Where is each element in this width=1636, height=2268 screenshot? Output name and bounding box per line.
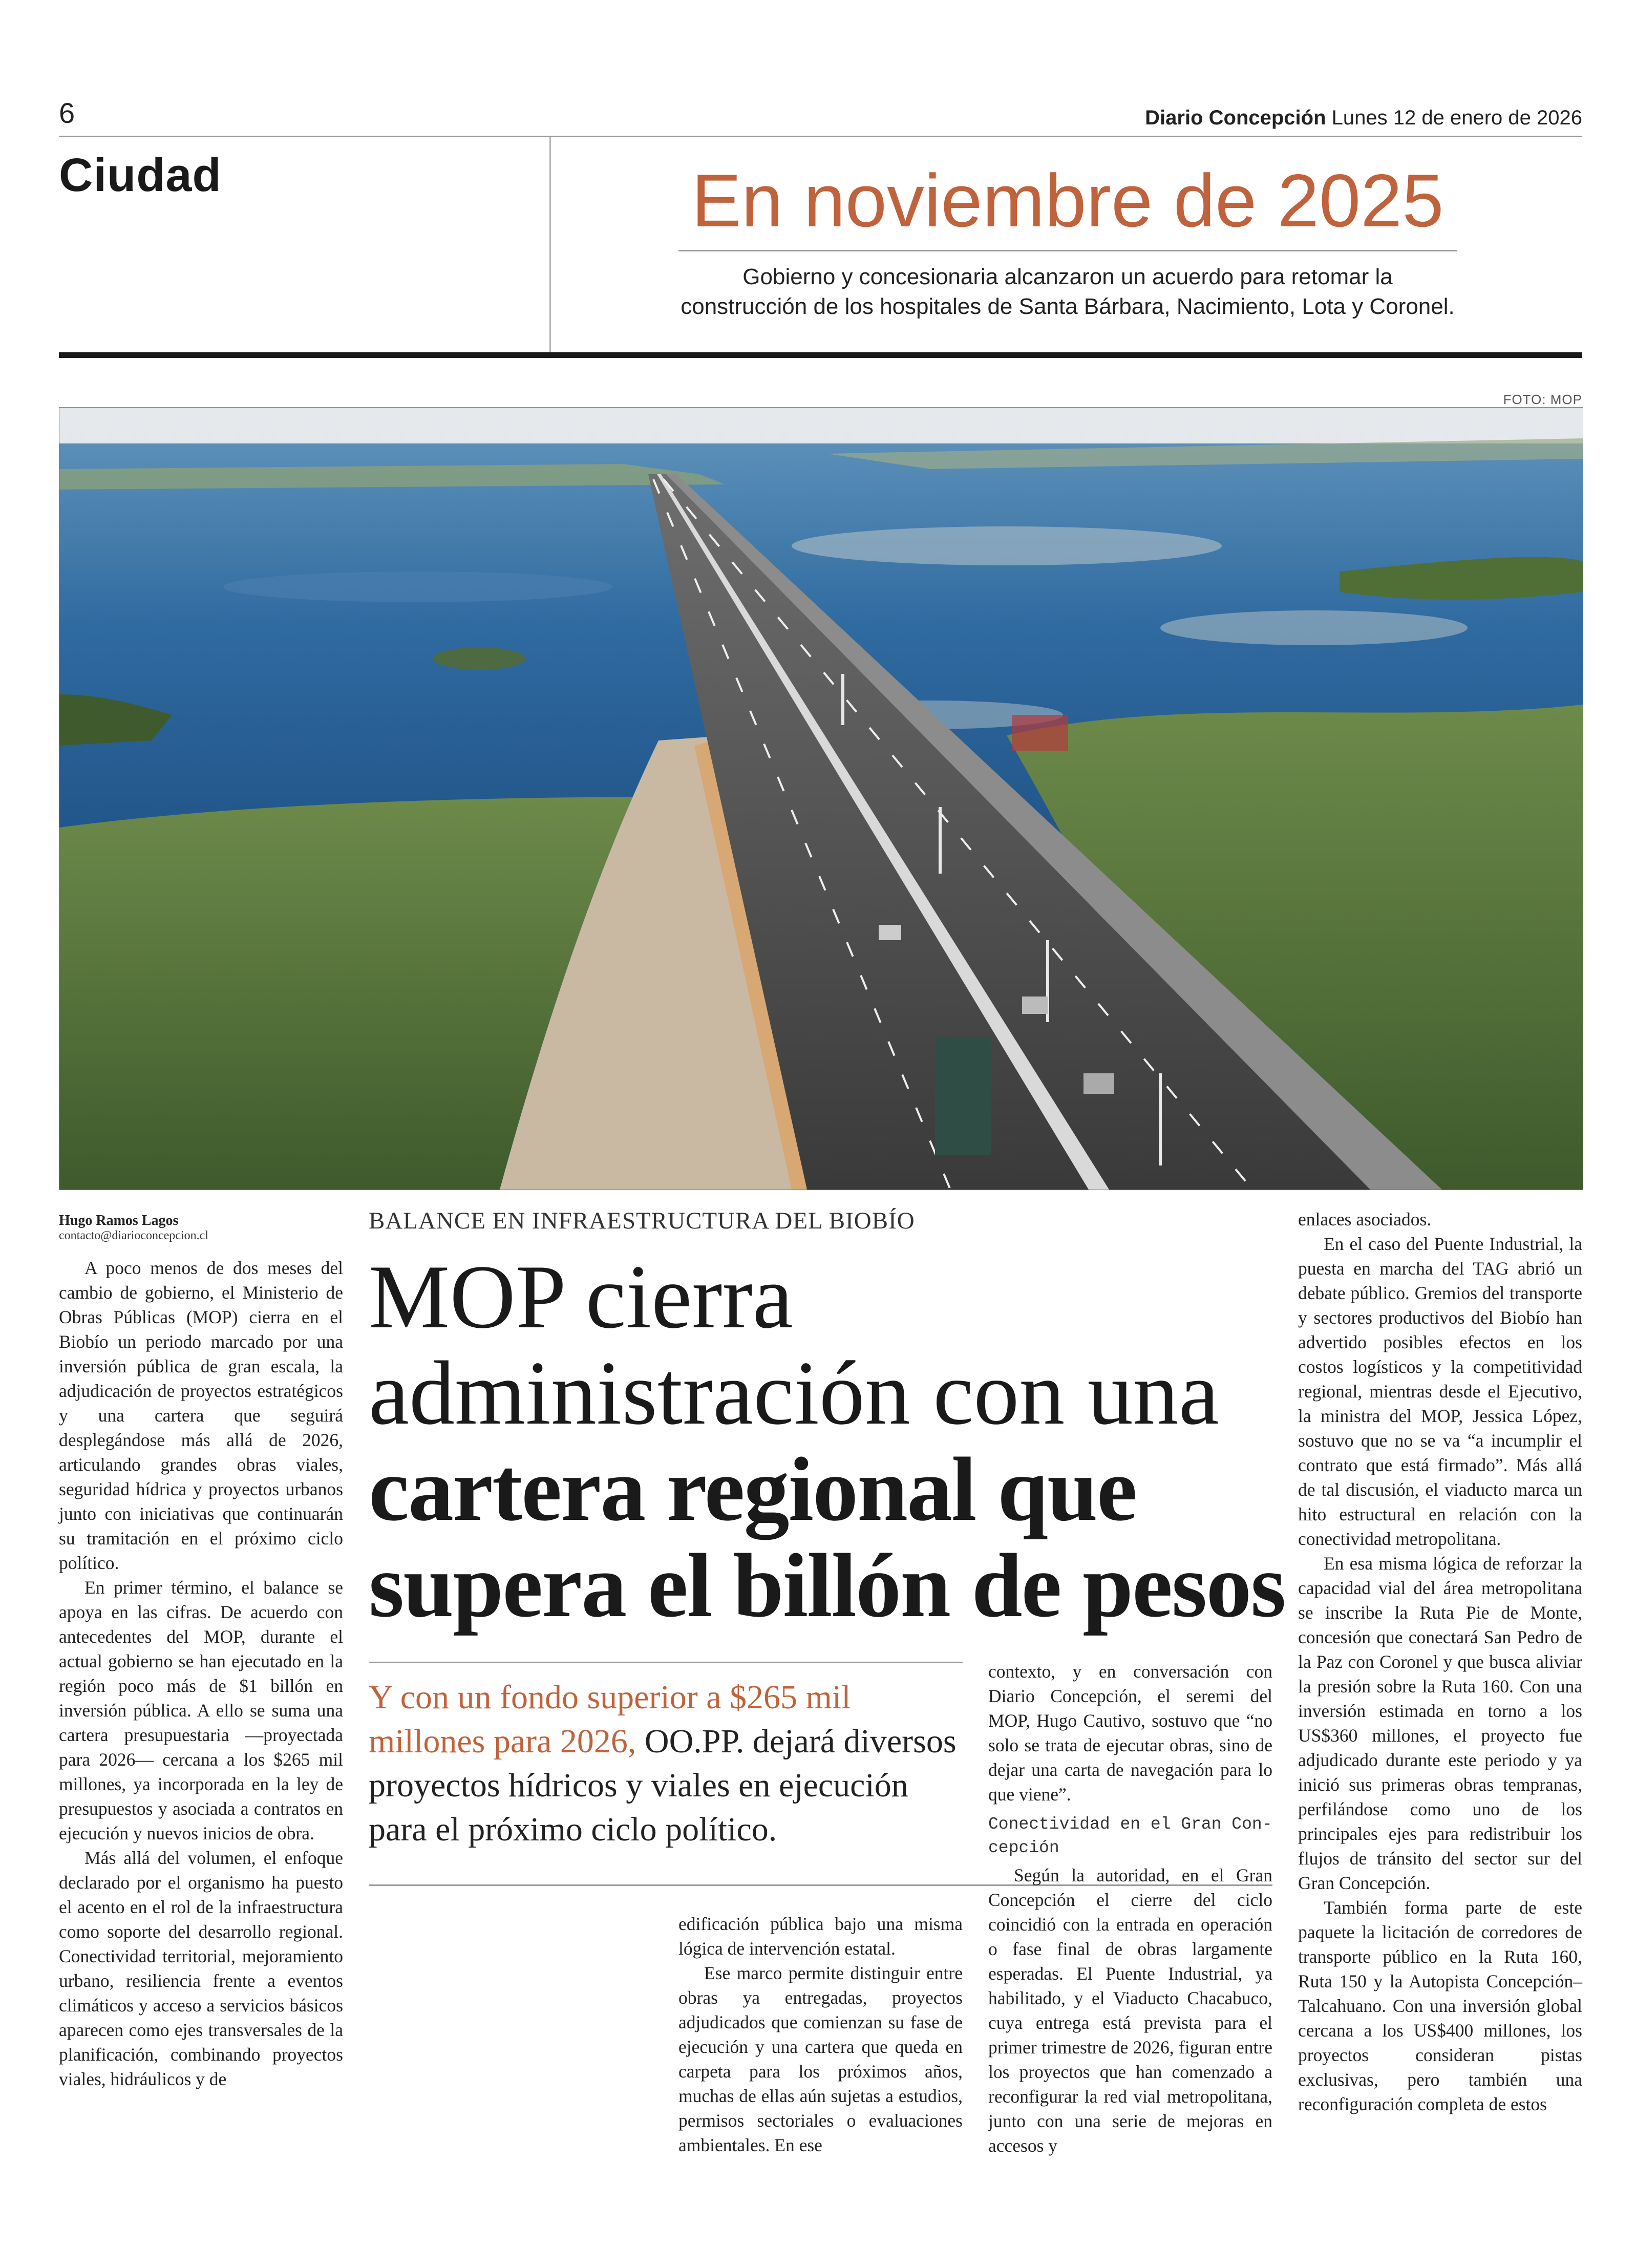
topline-title: En noviembre de 2025 bbox=[691, 159, 1444, 242]
topline-rule bbox=[678, 250, 1457, 251]
headline-line: supera el billón de pesos bbox=[369, 1535, 1285, 1636]
paragraph: A poco menos de dos meses del cambio de gobierno, el Ministerio de Obras Públicas (MOP) cierra en el Biobío un periodo marcado por una inversión pública de gran escala, la adjudicación de proyectos estratégicos y una cartera que seguirá desplegándose más allá de 2026, articulando grandes obras viales, seguridad hídrica y proyectos urbanos junto con iniciativas que continuarán su tramitación en el próximo ciclo político. bbox=[59, 1258, 343, 1573]
header-divider bbox=[549, 137, 551, 352]
water-shade bbox=[223, 571, 612, 602]
truck bbox=[935, 1037, 991, 1155]
bridge-photo bbox=[59, 407, 1583, 1190]
paragraph: Según la autoridad, en el Gran Concepción el cierre del ciclo coincidió con la entrada en operación o fase final de obras largamente esperadas. El Puente Industrial, ya habilitado, y el Viaducto Chacabuco, cuya entrega está prevista para el primer trimestre de 2026, figuran entre los proyectos que han comenzado a reconfigurar la red vial metropolitana, junto con una serie de mejoras en accesos y bbox=[988, 1865, 1272, 2156]
car bbox=[879, 925, 901, 940]
author-name: Hugo Ramos Lagos bbox=[59, 1213, 179, 1228]
topline-subtitle-line2: construcción de los hospitales de Santa Bárbara, Nacimiento, Lota y Coronel. bbox=[681, 294, 1455, 319]
islet bbox=[433, 647, 525, 670]
deck-accent: Y con un fondo superior a $265 mil millones para 2026, bbox=[369, 1679, 851, 1760]
page-number: 6 bbox=[59, 97, 75, 129]
paragraph: edificación pública bajo una misma lógica de intervención estatal. bbox=[678, 1914, 963, 1959]
article-column-1 bbox=[59, 1256, 343, 2091]
sandbar bbox=[792, 526, 1222, 565]
deck-text: OO.PP. dejará diversos proyectos hídricos y viales en ejecución para el próximo ciclo político. bbox=[369, 1723, 957, 1848]
headline-line: cartera regional que bbox=[369, 1438, 1136, 1540]
paragraph: Ese marco permite distinguir entre obras ya entregadas, proyectos adjudicados que comienzan su fase de ejecución y una cartera que queda en carpeta para los próximos años, muchas de ellas aún sujetas a estudios, permisos sectoriales o evaluaciones ambientales. En ese bbox=[678, 1963, 963, 2155]
paragraph: También forma parte de este paquete la licitación de corredores de transporte público en la Ruta 160, Ruta 150 y la Autopista Concepción–Talcahuano. Con una inversión global cercana a los US$400 millones, los proyectos consideran pistas exclusivas, pero también una reconfiguración completa de estos bbox=[1298, 1897, 1582, 2114]
car bbox=[1083, 1073, 1114, 1094]
bridge-illustration bbox=[59, 408, 1583, 1190]
article-overline: BALANCE EN INFRAESTRUCTURA DEL BIOBÍO bbox=[369, 1207, 915, 1234]
paragraph: contexto, y en conversación con Diario Concepción, el seremi del MOP, Hugo Cautivo, sostuvo que “no solo se trata de ejecutar obras, sino de dejar una carta de navegación para lo que viene”. bbox=[988, 1661, 1272, 1805]
article-column-4 bbox=[1298, 1207, 1582, 2116]
deck-rule bbox=[369, 1662, 963, 1663]
article-deck bbox=[369, 1676, 973, 1852]
newspaper-name: Diario Concepción bbox=[1145, 107, 1326, 129]
article-column-2 bbox=[678, 1912, 963, 2157]
paragraph: Más allá del volumen, el enfoque declarado por el organismo ha puesto el acento en el rol de la infraestructura como soporte del desarrollo regional. Conectividad territorial, mejoramiento urbano, resiliencia frente a eventos climáticos y acceso a servicios básicos aparecen como ejes transversales de la planificación, combinando proyectos viales, hidráulicos y de bbox=[59, 1848, 343, 2089]
article-headline bbox=[369, 1246, 1285, 1636]
paragraph: En el caso del Puente Industrial, la puesta en marcha del TAG abrió un debate público. Gremios del transporte y sectores productivos del Biobío han advertido posibles efectos en los costos logísticos y la competitividad regional, mientras desde el Ejecutivo, la ministra del MOP, Jessica López, sostuvo que no se va “a incumplir el contrato que está firmado”. Más allá de tal discusión, el viaducto marca un hito estructural en relación con la conectividad metropolitana. bbox=[1298, 1234, 1582, 1549]
article-subheading: Conectividad en el Gran Concepción bbox=[988, 1815, 1272, 1857]
headline-line: administración con una bbox=[369, 1342, 1219, 1444]
sandbar bbox=[1160, 610, 1468, 645]
headline-line: MOP cierra bbox=[369, 1246, 793, 1347]
masthead bbox=[1145, 107, 1582, 130]
toll-structure bbox=[1012, 715, 1068, 751]
paragraph: En esa misma lógica de reforzar la capacidad vial del área metropolitana se inscribe la Ruta Pie de Monte, concesión que conectará San Pedro de la Paz con Coronel y que busca aliviar la presión sobre la Ruta 160. Con una inversión estimada en torno a los US$360 millones, el proyecto fue adjudicado durante este periodo y ya inició sus primeras obras tempranas, perfilándose como uno de los principales ejes para redistribuir los flujos de tránsito del sector sur del Gran Concepción. bbox=[1298, 1553, 1582, 1893]
paragraph: enlaces asociados. bbox=[1298, 1209, 1432, 1230]
topline-subtitle-line1: Gobierno y concesionaria alcanzaron un acuerdo para retomar la bbox=[742, 264, 1393, 289]
issue-date: Lunes 12 de enero de 2026 bbox=[1331, 107, 1582, 129]
article-column-3 bbox=[988, 1659, 1272, 2158]
photo-credit: FOTO: MOP bbox=[1503, 392, 1582, 407]
topline-subtitle bbox=[678, 262, 1457, 322]
top-rule bbox=[59, 136, 1582, 137]
car bbox=[1022, 997, 1048, 1014]
section-title: Ciudad bbox=[59, 149, 222, 201]
author-email[interactable]: contacto@diarioconcepcion.cl bbox=[59, 1229, 208, 1242]
header-thick-rule bbox=[59, 352, 1582, 358]
paragraph: En primer término, el balance se apoya en las cifras. De acuerdo con antecedentes del MOP, durante el actual gobierno se han ejecutado en la región poco más de $1 billón en inversión pública. A ello se suma una cartera presupuestaria —proyectada para 2026— cercana a los $265 mil millones, ya incorporada en la ley de presupuestos y asociada a contratos en ejecución y nuevos inicios de obra. bbox=[59, 1577, 343, 1843]
